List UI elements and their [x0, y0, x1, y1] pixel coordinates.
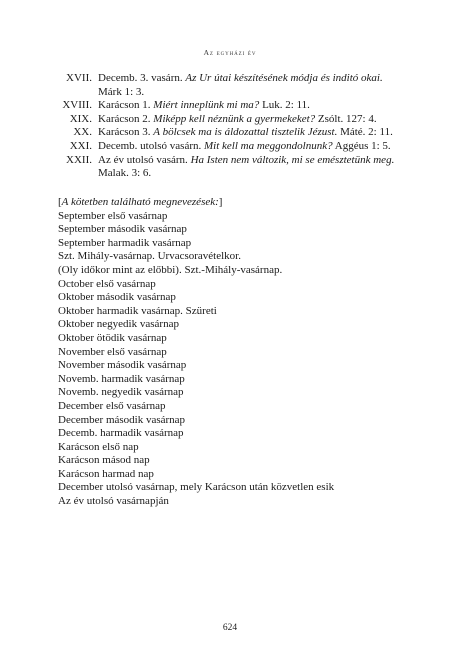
list-item: December második vasárnap [58, 413, 186, 426]
list-item: November első vasárnap [58, 345, 167, 358]
sermon-reference: Karácson 2. [98, 112, 154, 125]
list-item: Karácson másod nap [58, 454, 150, 467]
list-item: Az év utolsó vasárnapján [58, 495, 169, 508]
toc-entry [58, 126, 410, 140]
toc-entry-text [98, 113, 410, 127]
toc-entry-continuation: Malak. 3: 6. [98, 167, 152, 180]
toc-entry-number: XVII. [66, 72, 92, 84]
toc-entry-text [98, 126, 410, 140]
list-heading [58, 196, 418, 210]
sermon-reference: Zsólt. 127: 4. [315, 112, 377, 125]
toc-entry-number: XXI. [69, 139, 92, 152]
list-item: Decemb. harmadik vasárnap [58, 427, 184, 440]
toc-entry-number: XVIII. [62, 99, 92, 112]
toc-entry-number: XX. [73, 126, 92, 139]
sermon-title: Miért inneplünk mi ma? [153, 99, 260, 112]
sermon-reference: Decemb. 3. vasárn. [98, 72, 186, 84]
list-item: Szt. Mihály-vasárnap. Urvacsoravételkor. [58, 250, 241, 263]
list-item: Oktober harmadik vasárnap. Szüreti [58, 304, 217, 317]
toc-entry [58, 140, 410, 154]
toc-entry-text [98, 72, 410, 86]
list-heading-close: ] [218, 196, 223, 208]
toc-entry-text [98, 154, 410, 168]
list-heading-open: [ [58, 196, 62, 208]
list-item: September második vasárnap [58, 223, 187, 236]
toc-entry-text [98, 99, 410, 113]
sermon-index [58, 72, 410, 181]
list-item: Karácson harmad nap [58, 467, 154, 480]
toc-entry [58, 154, 410, 181]
list-item: Novemb. negyedik vasárnap [58, 386, 184, 399]
list-item: September első vasárnap [58, 209, 168, 222]
sermon-reference: Máté. 2: 11. [337, 126, 393, 139]
list-item: Oktober negyedik vasárnap [58, 318, 179, 331]
sermon-title: A bölcsek ma is áldozattal tisztelik Jézust. [153, 126, 338, 139]
sermon-reference: Luk. 2: 11. [259, 99, 310, 112]
sermon-title: Mit kell ma meggondolnunk? [204, 139, 333, 152]
sermon-reference: Aggéus 1: 5. [332, 139, 391, 152]
toc-entry-number: XIX. [69, 112, 92, 125]
sermon-reference: Karácson 1. [98, 99, 154, 112]
list-item: Karácson első nap [58, 440, 139, 453]
page-number: 624 [222, 623, 238, 633]
sermon-title: Az Ur útai készítésének módja és inditó okai. [185, 72, 383, 84]
sermon-title: Ha Isten nem változik, mi se emésztetünk meg. [190, 153, 395, 166]
list-item: September harmadik vasárnap [58, 236, 192, 249]
sermon-reference: Karácson 3. [98, 126, 154, 139]
list-item: October első vasárnap [58, 277, 156, 290]
list-item: Oktober ötödik vasárnap [58, 331, 167, 344]
list-item: Novemb. harmadik vasárnap [58, 372, 185, 385]
list-item: November második vasárnap [58, 359, 187, 372]
running-head: Az egyházi év [203, 48, 257, 57]
list-item: Oktober második vasárnap [58, 291, 176, 304]
list-heading-text: A kötetben található megnevezések: [61, 196, 219, 208]
toc-entry-text [98, 140, 410, 154]
toc-entry [58, 72, 410, 99]
list-item: (Oly időkor mint az előbbi). Szt.-Mihály-vasárnap. [58, 263, 283, 276]
toc-entry [58, 99, 410, 113]
sermon-title: Miképp kell néznünk a gyermekeket? [153, 112, 316, 125]
sermon-reference: Decemb. utolsó vasárn. [98, 139, 204, 152]
toc-entry-continuation: Márk 1: 3. [98, 85, 145, 98]
sunday-names-list [58, 196, 418, 509]
list-item: December első vasárnap [58, 399, 166, 412]
toc-entry-number: XXII. [66, 153, 92, 166]
sermon-reference: Az év utolsó vasárn. [98, 153, 191, 166]
toc-entry [58, 113, 410, 127]
list-item: December utolsó vasárnap, mely Karácson után közvetlen esik [58, 481, 335, 494]
